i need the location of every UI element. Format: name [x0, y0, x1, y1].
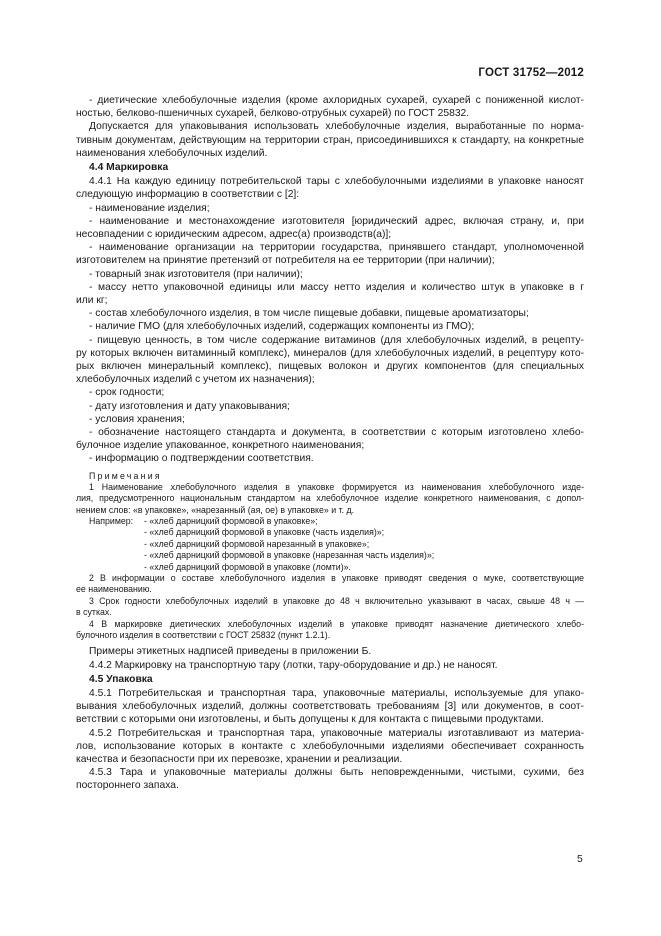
text-line: Допускается для упаковывания использовать хлебобулочные изделия, выработанные по норма-: [89, 121, 584, 133]
section-heading-marking: 4.4 Маркировка: [89, 162, 169, 174]
list-item: - наименование организации на территории государства, принявшего стандарт, уполномоченной: [89, 242, 584, 254]
text-line: 4.4.1 На каждую единицу потребительской тары с хлебобулочными изделиями в упаковке наносят: [89, 176, 584, 188]
note-line: 2 В информации о составе хлебобулочного изделия в упаковке приводят сведения о муке, соответствующие: [89, 572, 584, 583]
text-line: тивным документам, действующим на территории стран, присоединившихся к стандарту, на конкретные: [76, 134, 584, 146]
note-line: 4 В маркировке диетических хлебобулочных изделий в упаковке приводят назначение диетического хлебо-: [89, 618, 584, 629]
note-line: ее наименованию.: [76, 584, 152, 595]
text-line: хлебобулочных изделий с учетом их назначения);: [76, 374, 315, 386]
text-line: булочное изделие упакованное, конкретного наименования;: [76, 440, 365, 452]
list-item: - информацию о подтверждении соответствия.: [89, 453, 314, 465]
text-line: 4.5.3 Тара и упаковочные материалы должны быть неповрежденными, чистыми, сухими, без: [89, 767, 584, 779]
text-line: ру которых включен витаминный комплекс), минералов (для хлебобулочных изделий, в рецептуру кото-: [76, 347, 584, 359]
list-item: - условия хранения;: [89, 413, 185, 425]
text-line: Примеры этикетных надписей приведены в приложении Б.: [89, 646, 372, 658]
list-item: - наименование и местонахождение изготовителя [юридический адрес, включая страну, и, при: [89, 215, 584, 227]
example-item: - «хлеб дарницкий формовой в упаковке»;: [144, 515, 318, 526]
list-item: - состав хлебобулочного изделия, в том числе пищевые добавки, пищевые ароматизаторы;: [89, 308, 529, 320]
text-line: 4.5.1 Потребительская и транспортная тара, упаковочные материалы, используемые для упако-: [89, 687, 584, 699]
list-item: - товарный знак изготовителя (при наличии);: [89, 268, 303, 280]
notes-title: Примечания: [89, 470, 162, 481]
list-item: - наличие ГМО (для хлебобулочных изделий, содержащих компоненты из ГМО);: [89, 321, 475, 333]
page-content: [76, 94, 584, 793]
note-line: нением слов: «в упаковке», «нарезанный (ая, ое) в упаковке» и т. д.: [76, 504, 355, 515]
text-line: лов, использование которых в контакте с хлебобулочными изделиями обеспечивает сохранность: [76, 740, 584, 752]
list-item: - обозначение настоящего стандарта и документа, в соответствии с которым изготовлено хлебо-: [89, 427, 584, 439]
list-item: - наименование изделия;: [89, 202, 210, 214]
text-line: несовпадении с юридическим адресом, адрес(а) производств(а)];: [76, 229, 392, 241]
text-line: 4.4.2 Маркировку на транспортную тару (лотки, тару-оборудование и др.) не наносят.: [89, 659, 498, 671]
text-line: ностью, белково-пшеничных сухарей, белково-отрубных сухарей) по ГОСТ 25832.: [76, 108, 470, 120]
text-line: ветствии с которыми они изготовлены, и быть допущены к для контакта с пищевыми продуктами.: [76, 714, 544, 726]
example-item: - «хлеб дарницкий формовой нарезанный в упаковке»;: [144, 538, 370, 549]
text-line: наименования хлебобулочных изделий.: [76, 147, 268, 159]
text-line: следующую информацию в соответствии с [2]:: [76, 189, 300, 201]
page-number: 5: [577, 854, 583, 865]
example-lead: Например:: [89, 515, 134, 526]
text-line: рых включен минеральный комплекс), пищевых волокон и других компонентов (для специальных: [76, 361, 584, 373]
note-line: булочного изделия в соответствии с ГОСТ 25832 (пункт 1.2.1).: [76, 629, 331, 640]
example-item: - «хлеб дарницкий формовой в упаковке (часть изделия)»;: [144, 527, 385, 538]
example-item: - «хлеб дарницкий формовой в упаковке (ломти)».: [144, 561, 351, 572]
note-line: 1 Наименование хлебобулочного изделия в упаковке формируется из наименования хлебобулочного изде-: [89, 481, 584, 492]
text-line: качества и безопасности при их перевозке, хранении и реализации.: [76, 754, 403, 765]
note-line: лия, предусмотренного национальным стандартом на хлебобулочное изделие конкретного наименования, с допол-: [76, 493, 584, 504]
example-line: [76, 516, 584, 527]
text-line: или кг;: [76, 295, 108, 307]
text-line: - диетические хлебобулочные изделия (кроме ахлоридных сухарей, сухарей с пониженной кислот-: [89, 95, 584, 106]
note-line: 3 Срок годности хлебобулочных изделий в упаковке до 48 ч включительно указывают в часах, свыше 48 ч —: [89, 595, 584, 606]
list-item: - дату изготовления и дату упаковывания;: [89, 400, 290, 412]
note-line: в сутках.: [76, 607, 112, 618]
section-heading-packaging: 4.5 Упаковка: [89, 673, 153, 685]
text-line: постороннего запаха.: [76, 780, 179, 792]
list-item: - массу нетто упаковочной единицы или массу нетто изделия и количество штук в упаковке в г: [89, 281, 584, 293]
example-item: - «хлеб дарницкий формовой в упаковке (нарезанная часть изделия)»;: [144, 550, 435, 561]
text-line: вывания хлебобулочных изделий, должны соответствовать требованиям [3] или документов, в соот-: [76, 701, 584, 713]
list-item: - пищевую ценность, в том числе содержание витаминов (для хлебобулочных изделий, в рецепту-: [89, 334, 584, 346]
text-line: 4.5.2 Потребительская и транспортная тара, упаковочные материалы изготавливают из материа-: [89, 727, 584, 739]
standard-number: ГОСТ 31752—2012: [478, 67, 584, 79]
list-item: - срок годности;: [89, 387, 165, 399]
text-line: изготовителем на принятие претензий от потребителя на ее территории (при наличии);: [76, 255, 495, 267]
